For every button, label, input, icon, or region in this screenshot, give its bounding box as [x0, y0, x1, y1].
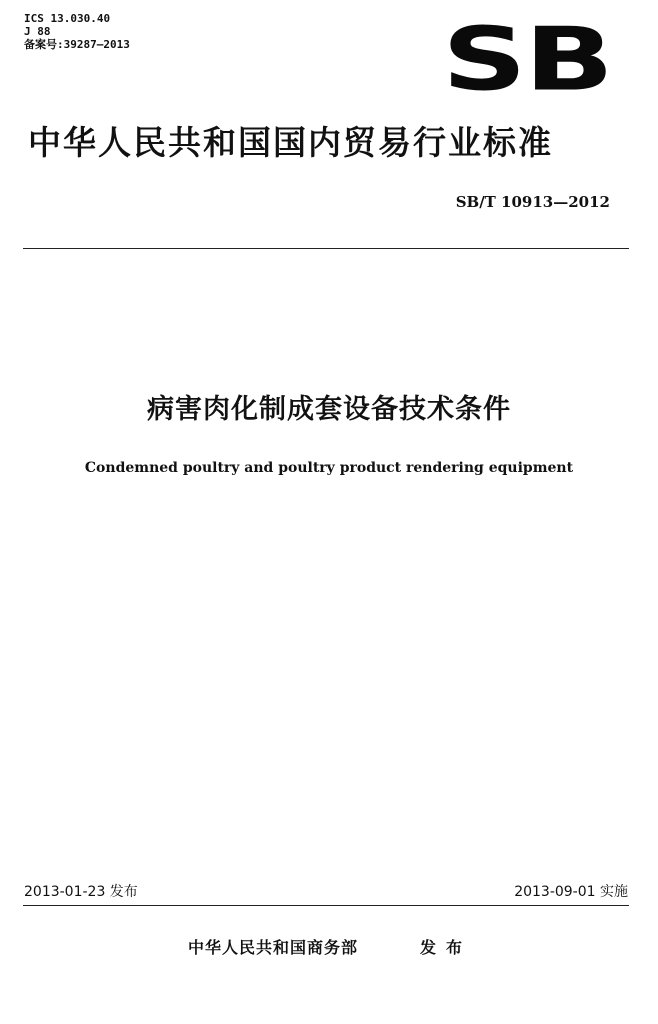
sb-logo: SB	[442, 8, 612, 111]
issuing-authority: 中华人民共和国商务部	[188, 938, 359, 957]
document-title-english: Condemned poultry and poultry product rendering equipment	[84, 460, 574, 476]
filing-number: 备案号:39287—2013	[24, 38, 130, 51]
implementation-date: 2013-09-01 实施	[514, 884, 628, 900]
document-title-chinese: 病害肉化制成套设备技术条件	[147, 394, 511, 425]
issue-label: 发布	[420, 938, 473, 957]
header-divider	[23, 248, 629, 249]
industry-standard-title: 中华人民共和国国内贸易行业标准	[28, 123, 553, 162]
ics-code: ICS 13.030.40	[24, 12, 111, 25]
ccs-code: J 88	[24, 25, 51, 38]
footer-divider	[23, 905, 629, 906]
release-date: 2013-01-23 发布	[24, 884, 138, 900]
standard-number: SB/T 10913—2012	[455, 193, 610, 211]
